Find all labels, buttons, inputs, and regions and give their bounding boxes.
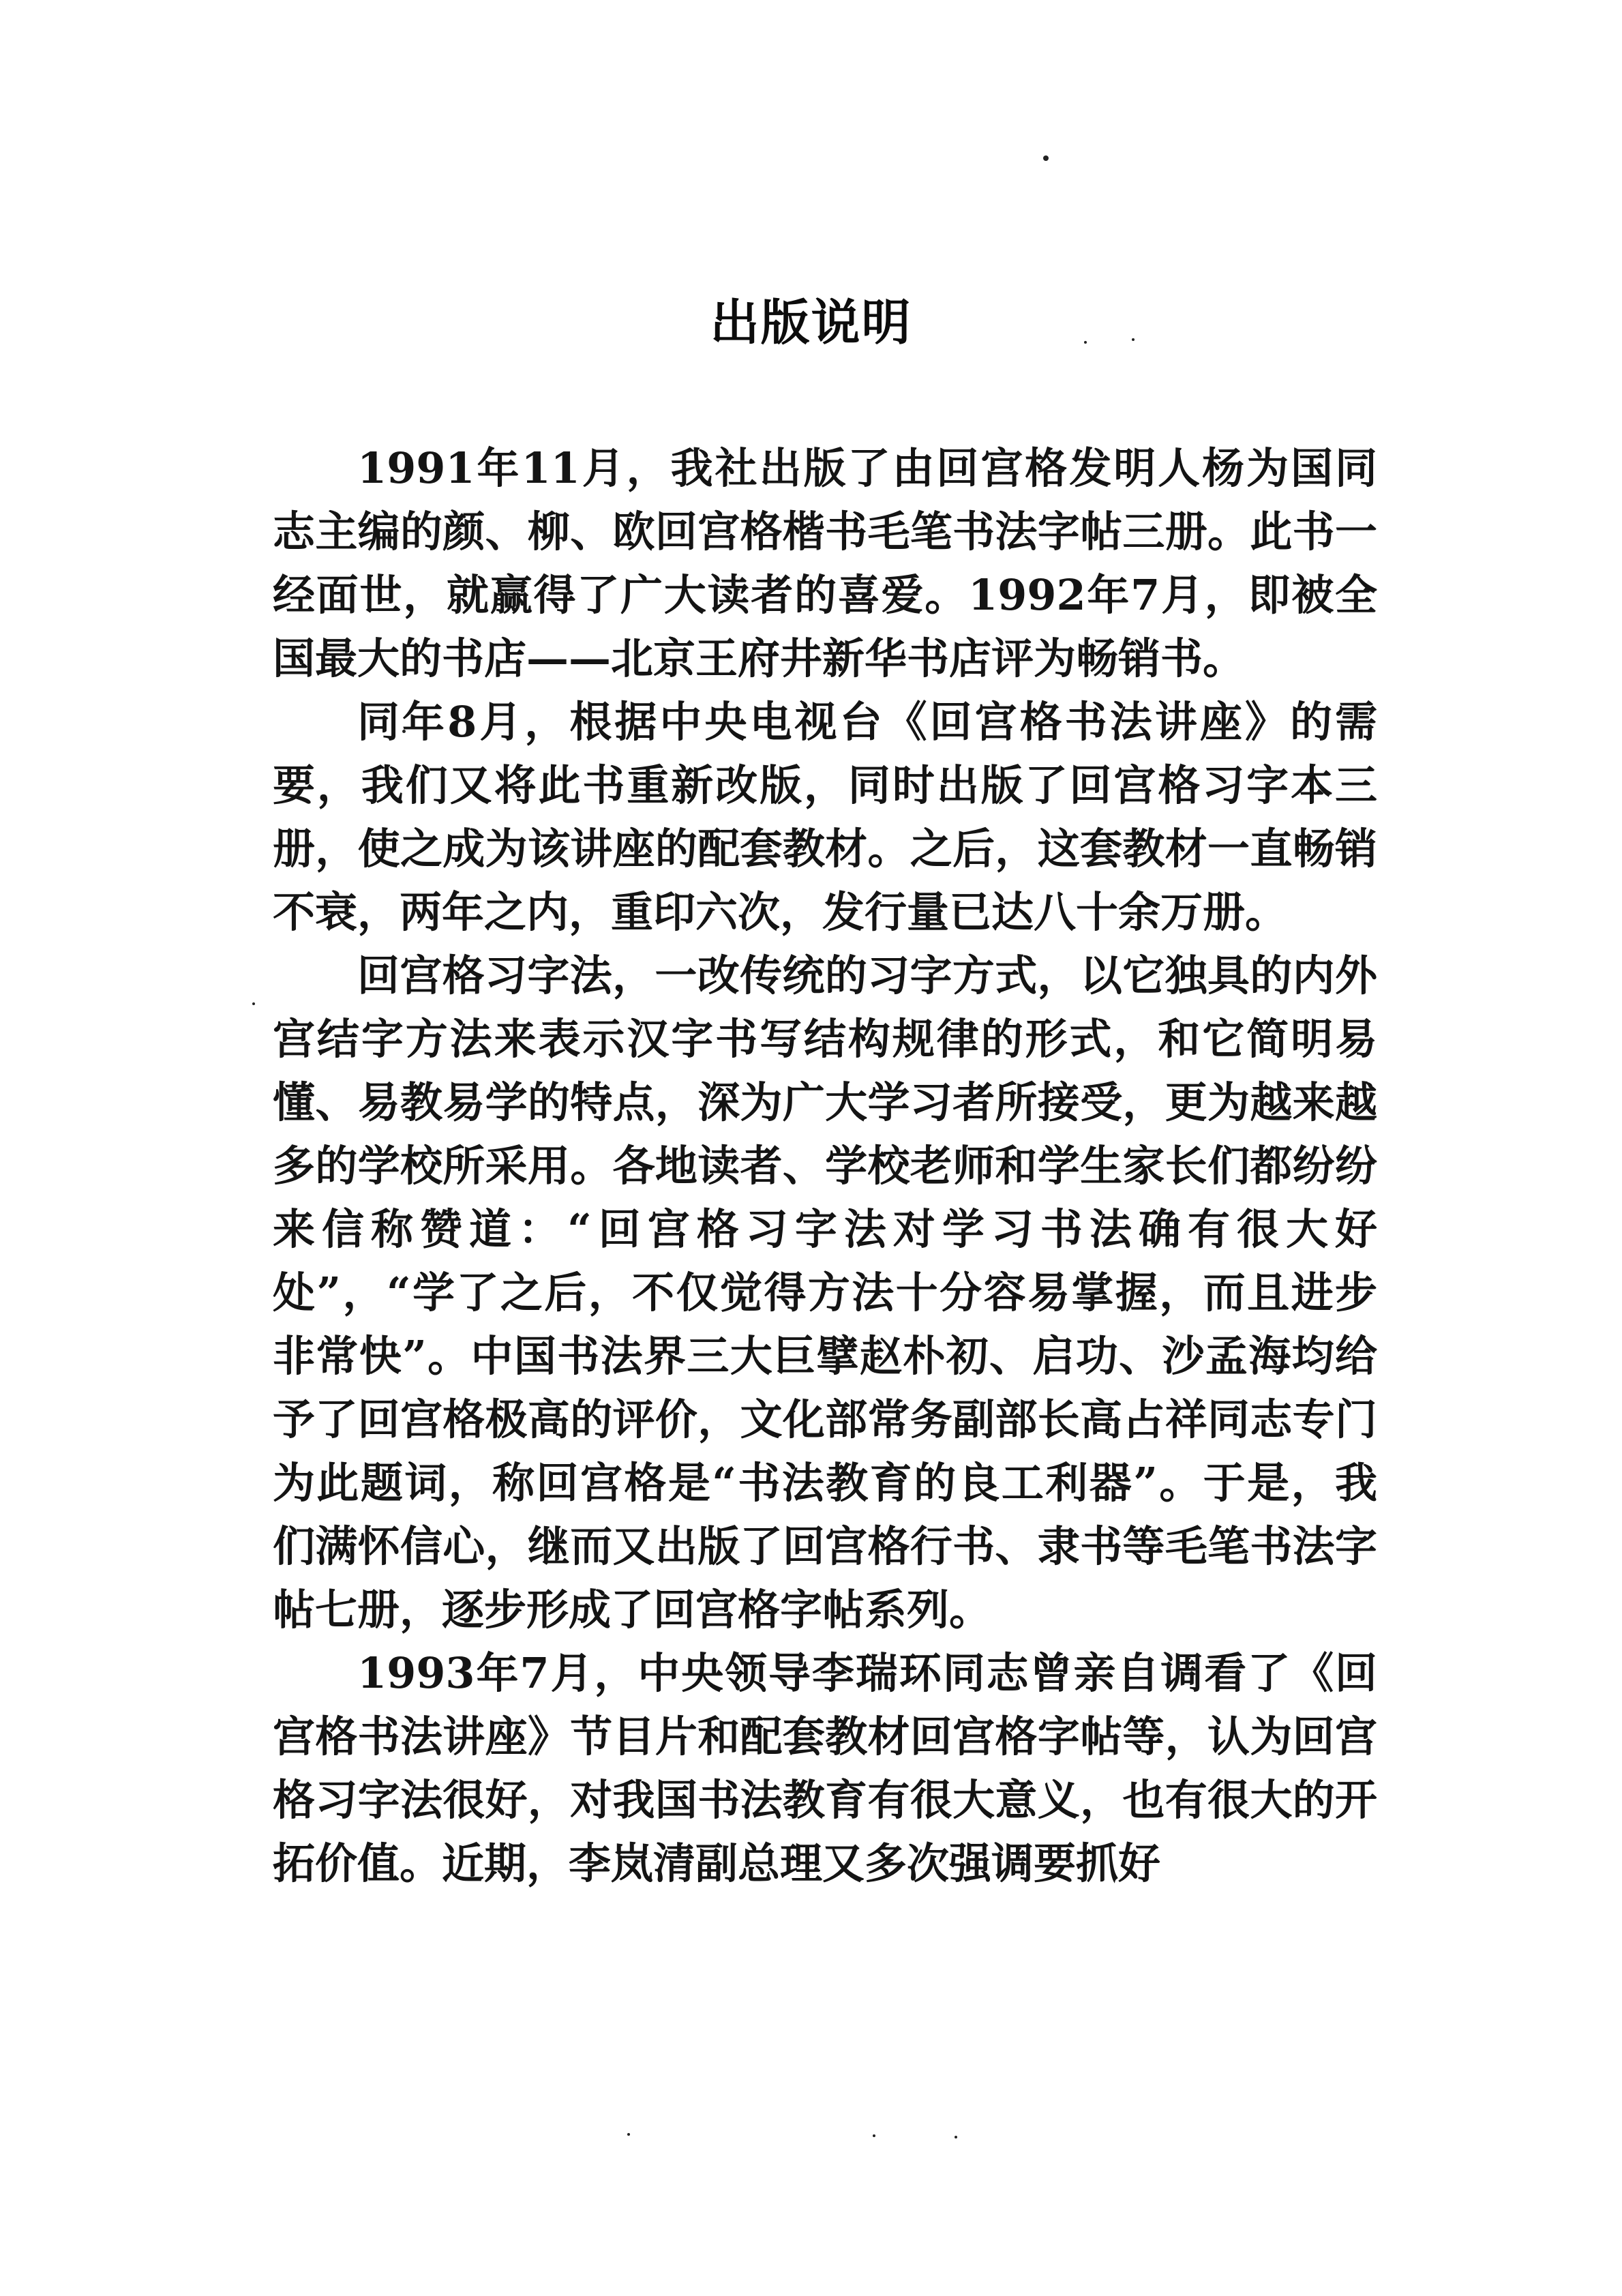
page-title: 出版说明 [710, 294, 912, 351]
scan-speck [873, 2134, 875, 2137]
scan-speck [252, 1002, 255, 1005]
paragraph-2: 同年8月，根据中央电视台《回宫格书法讲座》的需要，我们又将此书重新改版，同时出版了回宫格习字本三册，使之成为该讲座的配套教材。之后，这套教材一直畅销不衰，两年之内，重印六次，发行量已达八十余万册。 [273, 697, 1377, 937]
paragraph-1: 1991年11月，我社出版了由回宫格发明人杨为国同志主编的颜、柳、欧回宫格楷书毛笔书法字帖三册。此书一经面世，就赢得了广大读者的喜爱。1992年7月，即被全国最大的书店——北京王府井新华书店评为畅销书。 [273, 443, 1377, 683]
paragraph-3: 回宫格习字法，一改传统的习字方式，以它独具的内外宫结字方法来表示汉字书写结构规律的形式，和它简明易懂、易教易学的特点，深为广大学习者所接受，更为越来越多的学校所采用。各地读者、学校老师和学生家长们都纷纷来信称赞道：“回宫格习字法对学习书法确有很大好处”，“学了之后，不仅觉得方法十分容易掌握，而且进步非常快”。中国书法界三大巨擘赵朴初、启功、沙孟海均给予了回宫格极高的评价，文化部常务副部长高占祥同志专门为此题词，称回宫格是“书法教育的良工利器”。于是，我们满怀信心，继而又出版了回宫格行书、隶书等毛笔书法字帖七册，逐步形成了回宫格字帖系列。 [273, 951, 1377, 1635]
scan-speck [955, 2136, 957, 2138]
scan-speck [1043, 155, 1049, 161]
paragraph-4: 1993年7月，中央领导李瑞环同志曾亲自调看了《回宫格书法讲座》节目片和配套教材回宫格字帖等，认为回宫格习字法很好，对我国书法教育有很大意义，也有很大的开拓价值。近期，李岚清副总理又多次强调要抓好 [273, 1648, 1377, 1888]
scan-speck [627, 2133, 630, 2136]
body-text [273, 436, 1377, 1895]
